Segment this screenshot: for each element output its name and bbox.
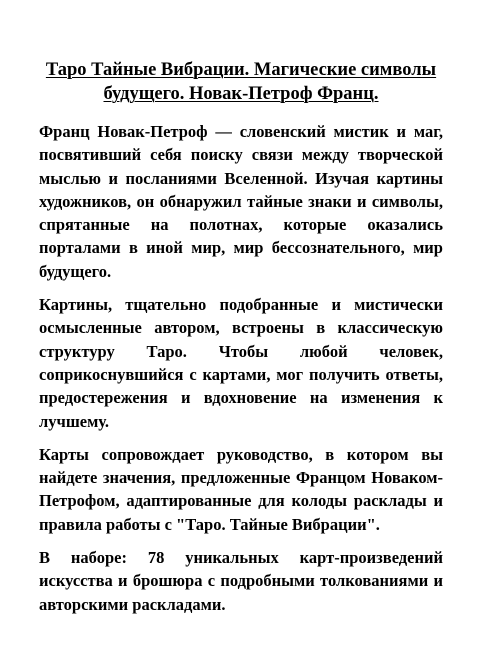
- paragraph-author-bio: Франц Новак-Петроф — словенский мистик и маг, посвятивший себя поиску связи между творческой мыслью и посланиями Вселенной. Изучая картины художников, он обнаружил тайные знаки и символы, спрятанные на полотнах, которые оказались порталами в иной мир, мир бессознательного, мир будущего.: [39, 122, 443, 281]
- paragraph-set-contents: В наборе: 78 уникальных карт-произведений искусства и брошюра с подробными толкованиями и авторскими раскладами.: [39, 548, 443, 614]
- document-page: [39, 58, 443, 616]
- paragraph-tarot-structure: Картины, тщательно подобранные и мистически осмысленные автором, встроены в классическую структуру Таро. Чтобы любой человек, соприкоснувшийся с картами, мог получить ответы, предостережения и вдохновение на изменения к лучшему.: [39, 295, 443, 431]
- paragraph-guide: Карты сопровождает руководство, в котором вы найдете значения, предложенные Францом Новаком-Петрофом, адаптированные для колоды расклады и правила работы с "Таро. Тайные Вибрации".: [39, 444, 443, 534]
- document-title: Таро Тайные Вибрации. Магические символы будущего. Новак-Петроф Франц.: [45, 60, 437, 104]
